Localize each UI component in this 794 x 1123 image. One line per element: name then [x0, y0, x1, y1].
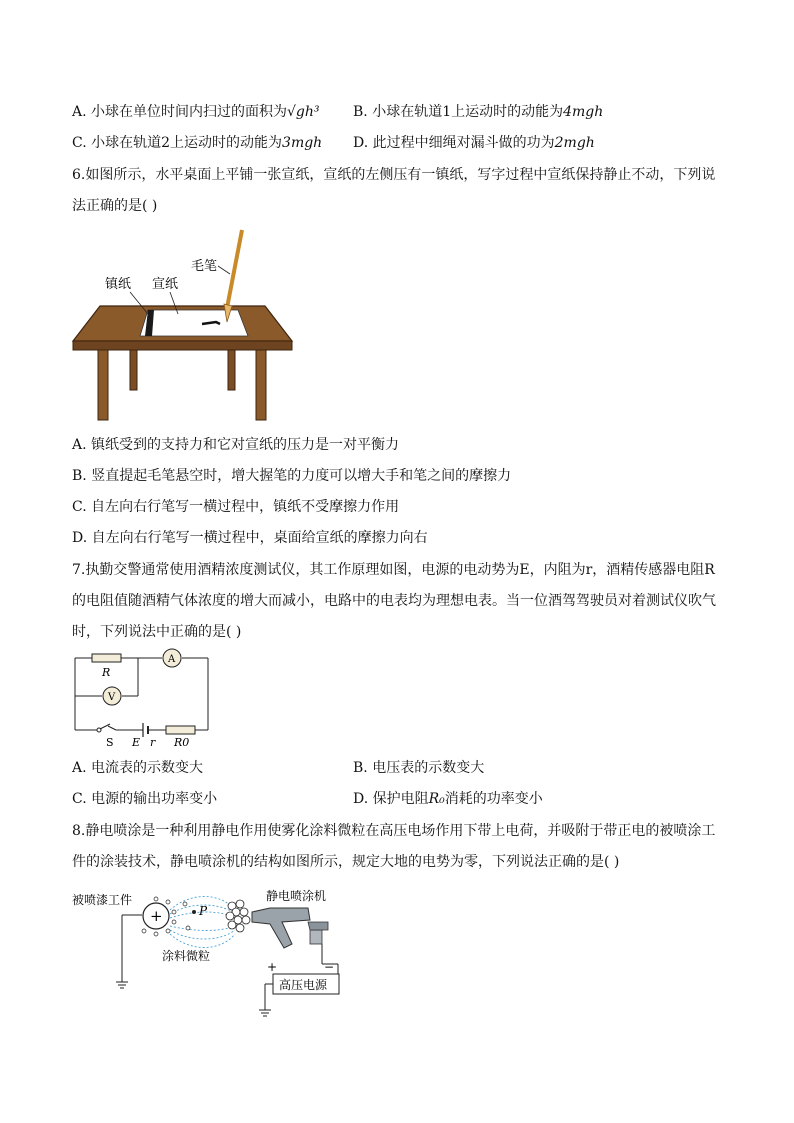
q6-option-b: B. 竖直提起毛笔悬空时，增大握笔的力度可以增大手和笔之间的摩擦力 [72, 468, 512, 484]
q5-option-a-math: √gh³ [287, 104, 320, 120]
point-p [192, 910, 196, 914]
q5-option-b-math: 4mgh [563, 104, 604, 120]
label-hv-plus: + [267, 960, 278, 974]
q5-option-d-math: 2mgh [554, 135, 595, 151]
q7-option-c: C. 电源的输出功率变小 [72, 791, 218, 807]
q8-figure-electrostatic-spray [70, 882, 350, 1024]
q5-option-a-text: A. 小球在单位时间内扫过的面积为 [72, 104, 288, 120]
ground-icon-right [259, 1010, 271, 1016]
table-leg-right [256, 350, 266, 420]
label-particles: 涂料微粒 [162, 949, 211, 963]
q5-option-c-math: 3mgh [282, 135, 323, 151]
label-voltmeter: V [108, 692, 116, 703]
q7-stem-line1: 7.执勤交警通常使用酒精浓度测试仪，其工作原理如图，电源的电动势为E，内阻为r，酒精传感器电阻R [72, 562, 715, 578]
label-hv-minus: − [324, 960, 335, 974]
q5-option-d [353, 133, 595, 153]
brush-handle [227, 230, 242, 308]
q6-option-d: D. 自左向右行笔写一横过程中，桌面给宣纸的摩擦力向右 [72, 530, 428, 546]
label-brush: 毛笔 [191, 259, 218, 274]
q6-option-a: A. 镇纸受到的支持力和它对宣纸的压力是一对平衡力 [72, 437, 400, 453]
q7-option-d-text-post: 消耗的功率变小 [444, 791, 543, 807]
table-leg-back-right [228, 350, 235, 390]
q7-option-a: A. 电流表的示数变大 [72, 760, 204, 776]
paint-particle-cluster [226, 900, 250, 932]
q8-stem-line1: 8.静电喷涂是一种利用静电作用使雾化涂料微粒在高压电场作用下带上电荷，并吸附于带正电的被喷涂工 [72, 823, 716, 839]
q5-option-b [353, 102, 603, 122]
label-emf: E [132, 736, 141, 749]
label-p: P [199, 904, 208, 918]
label-ammeter: A [168, 654, 176, 665]
q6-figure-desk [70, 226, 300, 426]
q5-option-b-text: B. 小球在轨道1上运动时的动能为 [353, 104, 564, 120]
q5-option-a [72, 102, 320, 122]
q6-option-c: C. 自左向右行笔写一横过程中，镇纸不受摩擦力作用 [72, 499, 400, 515]
label-internal-r: r [150, 736, 156, 749]
table-edge [73, 341, 292, 350]
q5-option-d-text: D. 此过程中细绳对漏斗做的功为 [353, 135, 555, 151]
q6-stem-line2: 法正确的是( ) [72, 198, 158, 214]
resistor-r0 [166, 726, 195, 734]
table-leg-back-left [130, 350, 137, 390]
rice-paper [140, 310, 248, 336]
q6-stem-line1: 6.如图所示，水平桌面上平铺一张宣纸，宣纸的左侧压有一镇纸，写字过程中宣纸保持静止不动，下列说 [72, 167, 716, 183]
q7-stem-line3: 时，下列说法中正确的是( ) [72, 624, 242, 640]
label-sprayer: 静电喷涂机 [266, 889, 327, 903]
label-r0: R0 [174, 736, 190, 749]
label-hv-supply: 高压电源 [279, 978, 328, 992]
q5-option-c [72, 133, 322, 153]
spray-gun-icon [252, 908, 310, 948]
q7-option-d-math: R₀ [428, 791, 445, 807]
q5-option-c-text: C. 小球在轨道2上运动时的动能为 [72, 135, 283, 151]
label-workpiece: 被喷漆工件 [72, 893, 133, 907]
q7-option-d-text: D. 保护电阻 [353, 791, 429, 807]
resistor-r [92, 654, 121, 662]
label-r: R [102, 666, 111, 679]
q8-stem-line2: 件的涂装技术，静电喷涂机的结构如图所示，规定大地的电势为零，下列说法正确的是( ) [72, 854, 620, 870]
label-weight: 镇纸 [105, 277, 132, 292]
q7-option-d [353, 789, 543, 809]
table-leg-left [98, 350, 108, 420]
label-paper: 宣纸 [152, 277, 179, 292]
q7-circuit-figure [70, 646, 215, 750]
q7-stem-line2: 的电阻值随酒精气体浓度的增大而减小，电路中的电表均为理想电表。当一位酒驾驾驶员对着测试仪吹气 [72, 593, 716, 609]
leader-brush [218, 266, 230, 274]
label-switch: S [106, 736, 114, 749]
q7-option-b: B. 电压表的示数变大 [353, 760, 485, 776]
workpiece-plus: + [150, 907, 163, 925]
ground-icon-left [116, 982, 128, 988]
